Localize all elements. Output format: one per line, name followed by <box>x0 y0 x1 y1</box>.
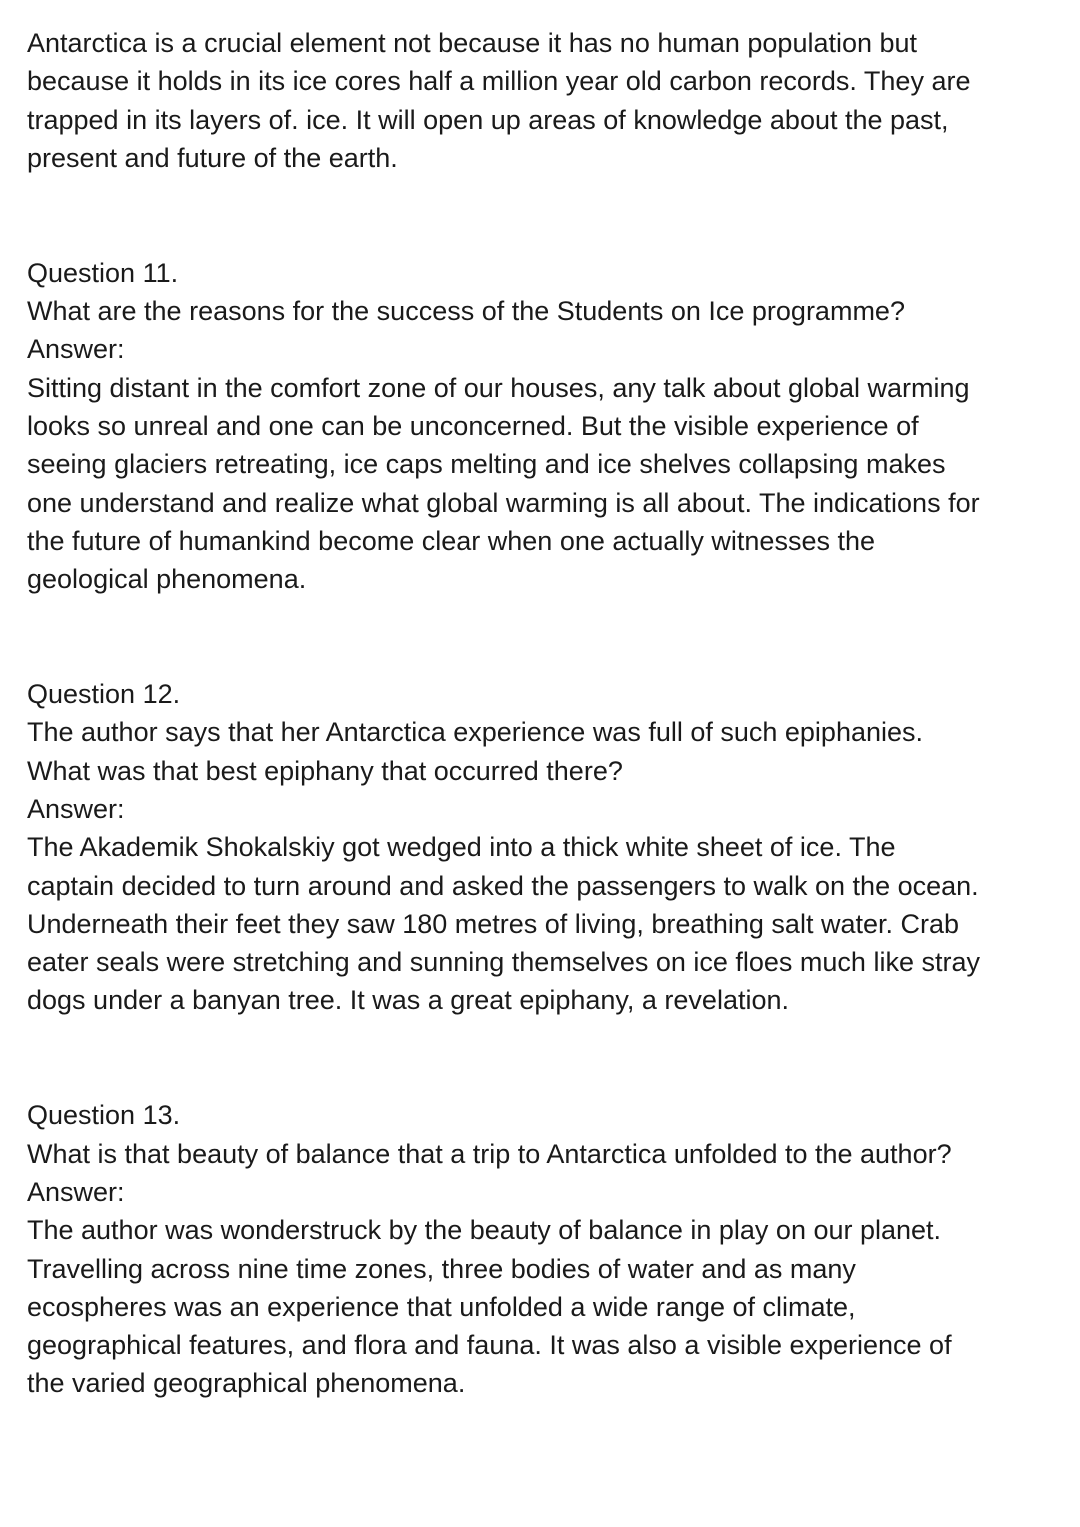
section-gap <box>27 598 1057 675</box>
intro-paragraph: Antarctica is a crucial element not because it has no human population but because it holds in its ice cores half a million year old carbon records. They are trapped in its layers of. ice. It will open up areas of knowledge about the past, present and future of the earth. <box>27 28 971 173</box>
answer-label: Answer: <box>27 793 125 824</box>
answer-text: The Akademik Shokalskiy got wedged into a thick white sheet of ice. The captain decided to turn around and asked the passengers to walk on the ocean. Underneath their feet they saw 180 metres of living, breathing salt water. Crab eater seals were stretching and sunning themselves on ice floes much like stray dogs under a banyan tree. It was a great epiphany, a revelation. <box>27 832 980 1016</box>
question-title: Question 13. <box>27 1100 181 1131</box>
question-text: What is that beauty of balance that a trip to Antarctica unfolded to the author? <box>27 1138 952 1169</box>
section-gap <box>27 177 1057 254</box>
question-title: Question 11. <box>27 257 179 288</box>
answer-label: Answer: <box>27 334 125 365</box>
question-text: What are the reasons for the success of the Students on Ice programme? <box>27 296 905 327</box>
answer-text: The author was wonderstruck by the beauty of balance in play on our planet. Travelling across nine time zones, three bodies of water and as many ecospheres was an experience that unfolded a wide range of climate, geographical features, and flora and fauna. It was also a visible experience of the varied geographical phenomena. <box>27 1215 952 1399</box>
question-block-12 <box>27 675 1057 1020</box>
question-text: The author says that her Antarctica experience was full of such epiphanies. What was that best epiphany that occurred there? <box>27 717 924 786</box>
question-title: Question 12. <box>27 679 181 710</box>
answer-label: Answer: <box>27 1176 125 1207</box>
question-block-13 <box>27 1096 1057 1402</box>
answer-text: Sitting distant in the comfort zone of our houses, any talk about global warming looks so unreal and one can be unconcerned. But the visible experience of seeing glaciers retreating, ice caps melting and ice shelves collapsing makes one understand and realize what global warming is all about. The indications for the future of humankind become clear when one actually witnesses the geological phenomena. <box>27 372 980 595</box>
question-block-11 <box>27 254 1057 599</box>
document-page <box>27 24 1057 1403</box>
section-gap <box>27 1020 1057 1097</box>
